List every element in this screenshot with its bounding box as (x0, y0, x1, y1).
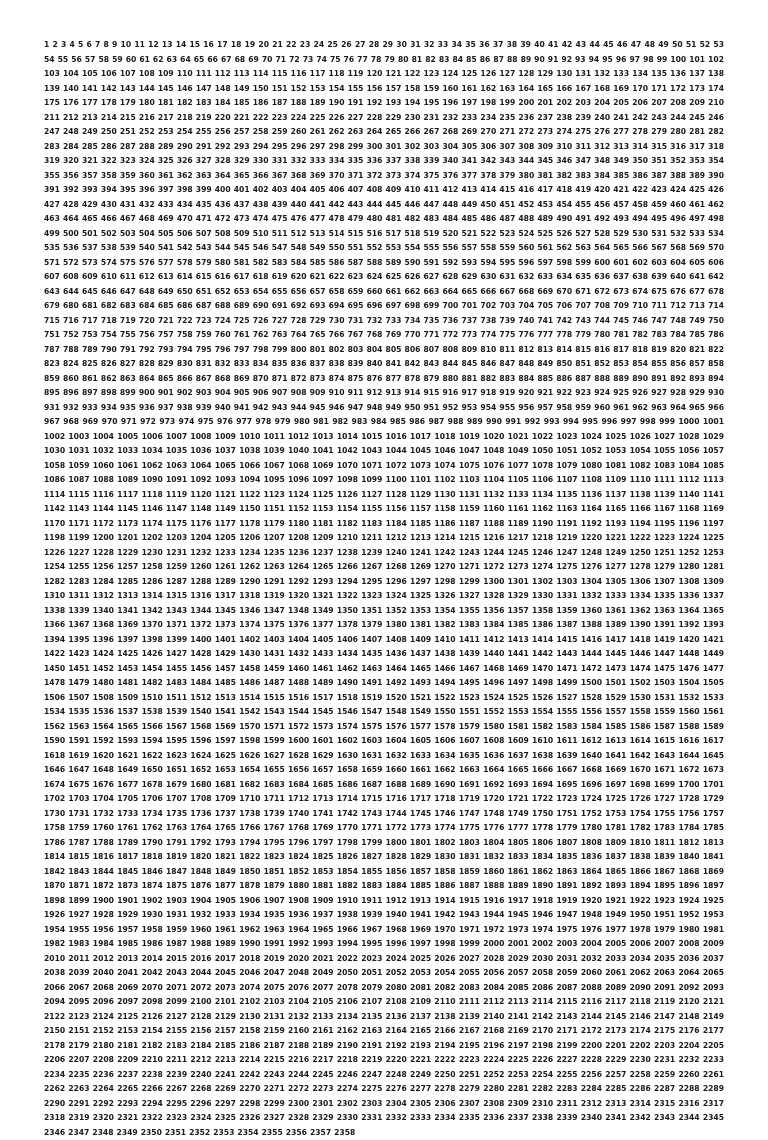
number-sequence-text: 1 2 3 4 5 6 7 8 9 10 11 12 13 14 15 16 17 18 19 20 21 22 23 24 25 26 27 28 29 30 31 32 33 34 35 36 37 38 39 40 41 42 43 44 45 46 47 48 49 50 51 52 53 54 55 56 57 58 59 60 61 62 63 64 65 66 67 68 69 70 71 72 73 74 75 76 77 78 79 80 81 82 83 84 85 86 87 88 89 90 91 92 93 94 95 96 97 98 99 100 101 102 103 104 105 106 107 108 109 110 111 112 113 114 115 116 117 118 119 120 121 122 123 124 125 126 127 128 129 130 131 132 133 134 135 136 137 138 139 140 141 142 143 144 145 146 147 148 149 150 151 152 153 154 155 156 157 158 159 160 161 162 163 164 165 166 167 168 169 170 171 172 173 174 175 176 177 178 179 180 181 182 183 184 185 186 187 188 189 190 191 192 193 194 195 196 197 198 199 200 201 202 203 204 205 206 207 208 209 210 211 212 213 214 215 216 217 218 219 220 221 222 223 224 225 226 227 228 229 230 231 232 233 234 235 236 237 238 239 240 241 242 243 244 245 246 247 248 249 250 251 252 253 254 255 256 257 258 259 260 261 262 263 264 265 266 267 268 269 270 271 272 273 274 275 276 277 278 279 280 281 282 283 284 285 286 287 288 289 290 291 292 293 294 295 296 297 298 299 300 301 302 303 304 305 306 307 308 309 310 311 312 313 314 315 316 317 318 319 320 321 322 323 324 325 326 327 328 329 330 331 332 333 334 335 336 337 338 339 340 341 342 343 344 345 346 347 348 349 350 351 352 353 354 355 356 357 358 359 360 361 362 363 364 365 366 367 368 369 370 371 372 373 374 375 376 377 378 379 380 381 382 383 384 385 386 387 388 389 390 391 392 393 394 395 396 397 398 399 400 401 402 403 404 405 406 407 408 409 410 411 412 413 414 415 416 417 418 419 420 421 422 423 424 425 426 427 428 429 430 431 432 433 434 435 436 437 438 439 440 441 442 443 444 445 446 447 448 449 450 451 452 453 454 455 456 457 458 459 460 461 462 463 464 465 466 467 468 469 470 471 472 473 474 475 476 477 478 479 480 481 482 483 484 485 486 487 488 489 490 491 492 493 494 495 496 497 498 499 500 501 502 503 504 505 506 507 508 509 510 511 512 513 514 515 516 517 518 519 520 521 522 523 524 525 526 527 528 529 530 531 532 533 534 535 536 537 538 539 540 541 542 543 544 545 546 547 548 549 550 551 552 553 554 555 556 557 558 559 560 561 562 563 564 565 566 567 568 569 570 571 572 573 574 575 576 577 578 579 580 581 582 583 584 585 586 587 588 589 590 591 592 593 594 595 596 597 598 599 600 601 602 603 604 605 606 607 608 609 610 611 612 613 614 615 616 617 618 619 620 621 622 623 624 625 626 627 628 629 630 631 632 633 634 635 636 637 638 639 640 641 642 643 644 645 646 647 648 649 650 651 652 653 654 655 656 657 658 659 660 661 662 663 664 665 666 667 668 669 670 671 672 673 674 675 676 677 678 679 680 681 682 683 684 685 686 687 688 689 690 691 692 693 694 695 696 697 698 699 700 701 702 703 704 705 706 707 708 709 710 711 712 713 714 715 716 717 718 719 720 721 722 723 724 725 726 727 728 729 730 731 732 733 734 735 736 737 738 739 740 741 742 743 744 745 746 747 748 749 750 751 752 753 754 755 756 757 758 759 760 761 762 763 764 765 766 767 768 769 770 771 772 773 774 775 776 777 778 779 780 781 782 783 784 785 786 787 788 789 790 791 792 793 794 795 796 797 798 799 800 801 802 803 804 805 806 807 808 809 810 811 812 813 814 815 816 817 818 819 820 821 822 823 824 825 826 827 828 829 830 831 832 833 834 835 836 837 838 839 840 841 842 843 844 845 846 847 848 849 850 851 852 853 854 855 856 857 858 859 860 861 862 863 864 865 866 867 868 869 870 871 872 873 874 875 876 877 878 879 880 881 882 883 884 885 886 887 888 889 890 891 892 893 894 895 896 897 898 899 900 901 902 903 904 905 906 907 908 909 910 911 912 913 914 915 916 917 918 919 920 921 922 923 924 925 926 927 928 929 930 931 932 933 934 935 936 937 938 939 940 941 942 943 944 945 946 947 948 949 950 951 952 953 954 955 956 957 958 959 960 961 962 963 964 965 966 967 968 969 970 971 972 973 974 975 976 977 978 979 980 981 982 983 984 985 986 987 988 989 990 991 992 993 994 995 996 997 998 999 1000 1001 1002 1003 1004 1005 1006 1007 1008 1009 1010 1011 1012 1013 1014 1015 1016 1017 1018 1019 1020 1021 1022 1023 1024 1025 1026 1027 1028 1029 1030 1031 1032 1033 1034 1035 1036 1037 1038 1039 1040 1041 1042 1043 1044 1045 1046 1047 1048 1049 1050 1051 1052 1053 1054 1055 1056 1057 1058 1059 1060 1061 1062 1063 1064 1065 1066 1067 1068 1069 1070 1071 1072 1073 1074 1075 1076 1077 1078 1079 1080 1081 1082 1083 1084 1085 1086 1087 1088 1089 1090 1091 1092 1093 1094 1095 1096 1097 1098 1099 1100 1101 1102 1103 1104 1105 1106 1107 1108 1109 1110 1111 1112 1113 1114 1115 1116 1117 1118 1119 1120 1121 1122 1123 1124 1125 1126 1127 1128 1129 1130 1131 1132 1133 1134 1135 1136 1137 1138 1139 1140 1141 1142 1143 1144 1145 1146 1147 1148 1149 1150 1151 1152 1153 1154 1155 1156 1157 1158 1159 1160 1161 1162 1163 1164 1165 1166 1167 1168 1169 1170 1171 1172 1173 1174 1175 1176 1177 1178 1179 1180 1181 1182 1183 1184 1185 1186 1187 1188 1189 1190 1191 1192 1193 1194 1195 1196 1197 1198 1199 1200 1201 1202 1203 1204 1205 1206 1207 1208 1209 1210 1211 1212 1213 1214 1215 1216 1217 1218 1219 1220 1221 1222 1223 1224 1225 1226 1227 1228 1229 1230 1231 1232 1233 1234 1235 1236 1237 1238 1239 1240 1241 1242 1243 1244 1245 1246 1247 1248 1249 1250 1251 1252 1253 1254 1255 1256 1257 1258 1259 1260 1261 1262 1263 1264 1265 1266 1267 1268 1269 1270 1271 1272 1273 1274 1275 1276 1277 1278 1279 1280 1281 1282 1283 1284 1285 1286 1287 1288 1289 1290 1291 1292 1293 1294 1295 1296 1297 1298 1299 1300 1301 1302 1303 1304 1305 1306 1307 1308 1309 1310 1311 1312 1313 1314 1315 1316 1317 1318 1319 1320 1321 1322 1323 1324 1325 1326 1327 1328 1329 1330 1331 1332 1333 1334 1335 1336 1337 1338 1339 1340 1341 1342 1343 1344 1345 1346 1347 1348 1349 1350 1351 1352 1353 1354 1355 1356 1357 1358 1359 1360 1361 1362 1363 1364 1365 1366 1367 1368 1369 1370 1371 1372 1373 1374 1375 1376 1377 1378 1379 1380 1381 1382 1383 1384 1385 1386 1387 1388 1389 1390 1391 1392 1393 1394 1395 1396 1397 1398 1399 1400 1401 1402 1403 1404 1405 1406 1407 1408 1409 1410 1411 1412 1413 1414 1415 1416 1417 1418 1419 1420 1421 1422 1423 1424 1425 1426 1427 1428 1429 1430 1431 1432 1433 1434 1435 1436 1437 1438 1439 1440 1441 1442 1443 1444 1445 1446 1447 1448 1449 1450 1451 1452 1453 1454 1455 1456 1457 1458 1459 1460 1461 1462 1463 1464 1465 1466 1467 1468 1469 1470 1471 1472 1473 1474 1475 1476 1477 1478 1479 1480 1481 1482 1483 1484 1485 1486 1487 1488 1489 1490 1491 1492 1493 1494 1495 1496 1497 1498 1499 1500 1501 1502 1503 1504 1505 1506 1507 1508 1509 1510 1511 1512 1513 1514 1515 1516 1517 1518 1519 1520 1521 1522 1523 1524 1525 1526 1527 1528 1529 1530 1531 1532 1533 1534 1535 1536 1537 1538 1539 1540 1541 1542 1543 1544 1545 1546 1547 1548 1549 1550 1551 1552 1553 1554 1555 1556 1557 1558 1559 1560 1561 1562 1563 1564 1565 1566 1567 1568 1569 1570 1571 1572 1573 1574 1575 1576 1577 1578 1579 1580 1581 1582 1583 1584 1585 1586 1587 1588 1589 1590 1591 1592 1593 1594 1595 1596 1597 1598 1599 1600 1601 1602 1603 1604 1605 1606 1607 1608 1609 1610 1611 1612 1613 1614 1615 1616 1617 1618 1619 1620 1621 1622 1623 1624 1625 1626 1627 1628 1629 1630 1631 1632 1633 1634 1635 1636 1637 1638 1639 1640 1641 1642 1643 1644 1645 1646 1647 1648 1649 1650 1651 1652 1653 1654 1655 1656 1657 1658 1659 1660 1661 1662 1663 1664 1665 1666 1667 1668 1669 1670 1671 1672 1673 1674 1675 1676 1677 1678 1679 1680 1681 1682 1683 1684 1685 1686 1687 1688 1689 1690 1691 1692 1693 1694 1695 1696 1697 1698 1699 1700 1701 1702 1703 1704 1705 1706 1707 1708 1709 1710 1711 1712 1713 1714 1715 1716 1717 1718 1719 1720 1721 1722 1723 1724 1725 1726 1727 1728 1729 1730 1731 1732 1733 1734 1735 1736 1737 1738 1739 1740 1741 1742 1743 1744 1745 1746 1747 1748 1749 1750 1751 1752 1753 1754 1755 1756 1757 1758 1759 1760 1761 1762 1763 1764 1765 1766 1767 1768 1769 1770 1771 1772 1773 1774 1775 1776 1777 1778 1779 1780 1781 1782 1783 1784 1785 1786 1787 1788 1789 1790 1791 1792 1793 1794 1795 1796 1797 1798 1799 1800 1801 1802 1803 1804 1805 1806 1807 1808 1809 1810 1811 1812 1813 1814 1815 1816 1817 1818 1819 1820 1821 1822 1823 1824 1825 1826 1827 1828 1829 1830 1831 1832 1833 1834 1835 1836 1837 1838 1839 1840 1841 1842 1843 1844 1845 1846 1847 1848 1849 1850 1851 1852 1853 1854 1855 1856 1857 1858 1859 1860 1861 1862 1863 1864 1865 1866 1867 1868 1869 1870 1871 1872 1873 1874 1875 1876 1877 1878 1879 1880 1881 1882 1883 1884 1885 1886 1887 1888 1889 1890 1891 1892 1893 1894 1895 1896 1897 1898 1899 1900 1901 1902 1903 1904 1905 1906 1907 1908 1909 1910 1911 1912 1913 1914 1915 1916 1917 1918 1919 1920 1921 1922 1923 1924 1925 1926 1927 1928 1929 1930 1931 1932 1933 1934 1935 1936 1937 1938 1939 1940 1941 1942 1943 1944 1945 1946 1947 1948 1949 1950 1951 1952 1953 1954 1955 1956 1957 1958 1959 1960 1961 1962 1963 1964 1965 1966 1967 1968 1969 1970 1971 1972 1973 1974 1975 1976 1977 1978 1979 1980 1981 1982 1983 1984 1985 1986 1987 1988 1989 1990 1991 1992 1993 1994 1995 1996 1997 1998 1999 2000 2001 2002 2003 2004 2005 2006 2007 2008 2009 2010 2011 2012 2013 2014 2015 2016 2017 2018 2019 2020 2021 2022 2023 2024 2025 2026 2027 2028 2029 2030 2031 2032 2033 2034 2035 2036 2037 2038 2039 2040 2041 2042 2043 2044 2045 2046 2047 2048 2049 2050 2051 2052 2053 2054 2055 2056 2057 2058 2059 2060 2061 2062 2063 2064 2065 2066 2067 2068 2069 2070 2071 2072 2073 2074 2075 2076 2077 2078 2079 2080 2081 2082 2083 2084 2085 2086 2087 2088 2089 2090 2091 2092 2093 2094 2095 2096 2097 2098 2099 2100 2101 2102 2103 2104 2105 2106 2107 2108 2109 2110 2111 2112 2113 2114 2115 2116 2117 2118 2119 2120 2121 2122 2123 2124 2125 2126 2127 2128 2129 2130 2131 2132 2133 2134 2135 2136 2137 2138 2139 2140 2141 2142 2143 2144 2145 2146 2147 2148 2149 2150 2151 2152 2153 2154 2155 2156 2157 2158 2159 2160 2161 2162 2163 2164 2165 2166 2167 2168 2169 2170 2171 2172 2173 2174 2175 2176 2177 2178 2179 2180 2181 2182 2183 2184 2185 2186 2187 2188 2189 2190 2191 2192 2193 2194 2195 2196 2197 2198 2199 2200 2201 2202 2203 2204 2205 2206 2207 2208 2209 2210 2211 2212 2213 2214 2215 2216 2217 2218 2219 2220 2221 2222 2223 2224 2225 2226 2227 2228 2229 2230 2231 2232 2233 2234 2235 2236 2237 2238 2239 2240 2241 2242 2243 2244 2245 2246 2247 2248 2249 2250 2251 2252 2253 2254 2255 2256 2257 2258 2259 2260 2261 2262 2263 2264 2265 2266 2267 2268 2269 2270 2271 2272 2273 2274 2275 2276 2277 2278 2279 2280 2281 2282 2283 2284 2285 2286 2287 2288 2289 2290 2291 2292 2293 2294 2295 2296 2297 2298 2299 2300 2301 2302 2303 2304 2305 2306 2307 2308 2309 2310 2311 2312 2313 2314 2315 2316 2317 2318 2319 2320 2321 2322 2323 2324 2325 2326 2327 2328 2329 2330 2331 2332 2333 2334 2335 2336 2337 2338 2339 2340 2341 2342 2343 2344 2345 2346 2347 2348 2349 2350 2351 2352 2353 2354 2355 2356 2357 2358 (44, 40, 724, 1137)
document-page (44, 38, 724, 1137)
